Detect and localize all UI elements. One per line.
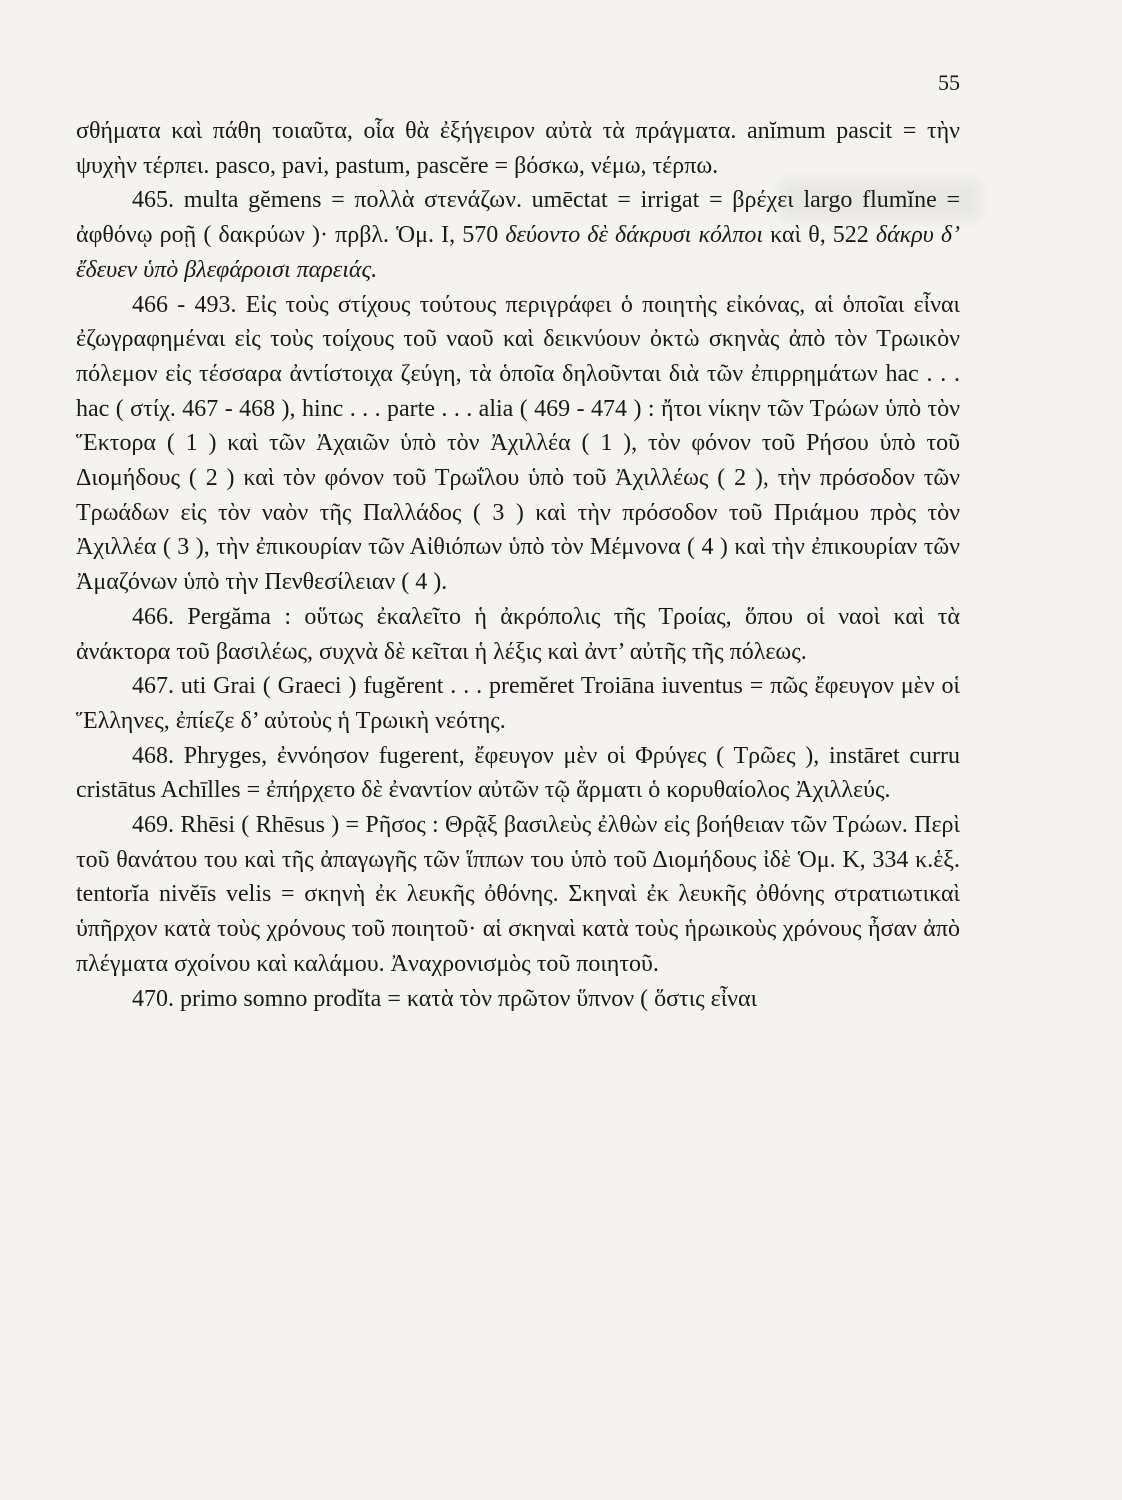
paragraph-text: καὶ θ, 522 [763, 222, 876, 249]
paragraph-cont [76, 114, 960, 183]
paragraph-468 [76, 739, 960, 808]
paragraph-text: 466. Pergăma : οὕτως ἐκαλεῖτο ἡ ἀκρόπολις τῆς Τροίας, ὅπου οἱ ναοὶ καὶ τὰ ἀνάκτορα τοῦ βασιλέως, συχνὰ δὲ κεῖται ἡ λέξις καὶ ἀντ’ αὐτῆς τῆς πόλεως. [76, 603, 960, 665]
paragraph-text: 470. primo somno prodĭta = κατὰ τὸν πρῶτον ὕπνον ( ὅστις εἶναι [132, 985, 758, 1012]
paragraph-466-493 [76, 288, 960, 600]
paragraph-text: σθήματα καὶ πάθη τοιαῦτα, οἷα θὰ ἐξήγειρον αὐτὰ τὰ πράγματα. anĭmum pascit = τὴν ψυχὴν τέρπει. pasco, pavi, pastum, pascĕre = βόσκω, νέμω, τέρπω. [76, 118, 960, 179]
paragraph-text: 465. multa gĕmens = πολλὰ στενάζων. umēctat = irrigat = βρέχει largo flumĭne = ἀφθόνῳ ροῇ ( δακρύων )· πρβλ. Ὁμ. Ι, 570 [76, 187, 960, 249]
italic-quote: δάκρυ δ’ ἔδευεν ὑπὸ βλεφάροισι παρειάς. [76, 222, 960, 283]
paragraph-text: 468. Phryges, ἐννόησον fugerent, ἔφευγον μὲν οἱ Φρύγες ( Τρῶες ), instāret curru cristātus Achīlles = ἐπήρχετο δὲ ἐναντίον αὐτῶν τῷ ἅρματι ὁ κορυθαίολος Ἀχιλλεύς. [76, 742, 960, 804]
commentary-text [76, 114, 960, 1016]
paragraph-text: 466 - 493. Εἰς τοὺς στίχους τούτους περιγράφει ὁ ποιητὴς εἰκόνας, αἱ ὁποῖαι εἶναι ἐζωγραφημέναι εἰς τοὺς τοίχους τοῦ ναοῦ καὶ δεικνύουν ὀκτὼ σκηνὰς ἀπὸ τὸν Τρωικὸν πόλεμον εἰς τέσσαρα ἀντίστοιχα ζεύγη, τὰ ὁποῖα δηλοῦνται διὰ τῶν ἐπιρρημάτων hac . . . hac ( στίχ. 467 - 468 ), hinc . . . parte . . . alia ( 469 - 474 ) : ἤτοι νίκην τῶν Τρώων ὑπὸ τὸν Ἕκτορα ( 1 ) καὶ τῶν Ἀχαιῶν ὑπὸ τὸν Ἀχιλλέα ( 1 ), τὸν φόνον τοῦ Ρήσου ὑπὸ τοῦ Διομήδους ( 2 ) καὶ τὸν φόνον τοῦ Τρωΐλου ὑπὸ τοῦ Ἀχιλλέως ( 2 ), τὴν πρόσοδον τῶν Τρωάδων εἰς τὸν ναὸν τῆς Παλλάδος ( 3 ) καὶ τὴν πρόσοδον τοῦ Πριάμου πρὸς τὸν Ἀχιλλέα ( 3 ), τὴν ἐπικουρίαν τῶν Αἰθιόπων ὑπὸ τὸν Μέμνονα ( 4 ) καὶ τὴν ἐπικουρίαν τῶν Ἀμαζόνων ὑπὸ τὴν Πενθεσίλειαν ( 4 ). [76, 291, 960, 596]
paragraph-467 [76, 669, 960, 738]
paragraph-465 [76, 183, 960, 287]
paragraph-466 [76, 600, 960, 669]
italic-quote: δεύοντο δὲ δάκρυσι κόλποι [505, 222, 764, 249]
paragraph-470 [76, 982, 960, 1017]
page-number: 55 [938, 70, 960, 95]
paragraph-text: 469. Rhēsi ( Rhēsus ) = Ρῆσος : Θρᾷξ βασιλεὺς ἐλθὼν εἰς βοήθειαν τῶν Τρώων. Περὶ τοῦ θανάτου του καὶ τῆς ἀπαγωγῆς τῶν ἵππων του ὑπὸ τοῦ Διομήδους ἰδὲ Ὁμ. Κ, 334 κ.ἑξ. tentorĭa nivĕīs velis = σκηνὴ ἐκ λευκῆς ὀθόνης. Σκηναὶ ἐκ λευκῆς ὀθόνης στρατιωτικαὶ ὑπῆρχον κατὰ τοὺς χρόνους τοῦ ποιητοῦ· αἱ σκηναὶ κατὰ τοὺς ἡρωικοὺς χρόνους ἦσαν ἀπὸ πλέγματα σχοίνου καὶ καλάμου. Ἀναχρονισμὸς τοῦ ποιητοῦ. [76, 812, 960, 977]
paragraph-text: 467. uti Grai ( Graeci ) fugĕrent . . . premĕret Troiāna iuventus = πῶς ἔφευγον μὲν οἱ Ἕλληνες, ἐπίεζε δ’ αὐτοὺς ἡ Τρωικὴ νεότης. [76, 673, 960, 734]
paragraph-469 [76, 808, 960, 982]
